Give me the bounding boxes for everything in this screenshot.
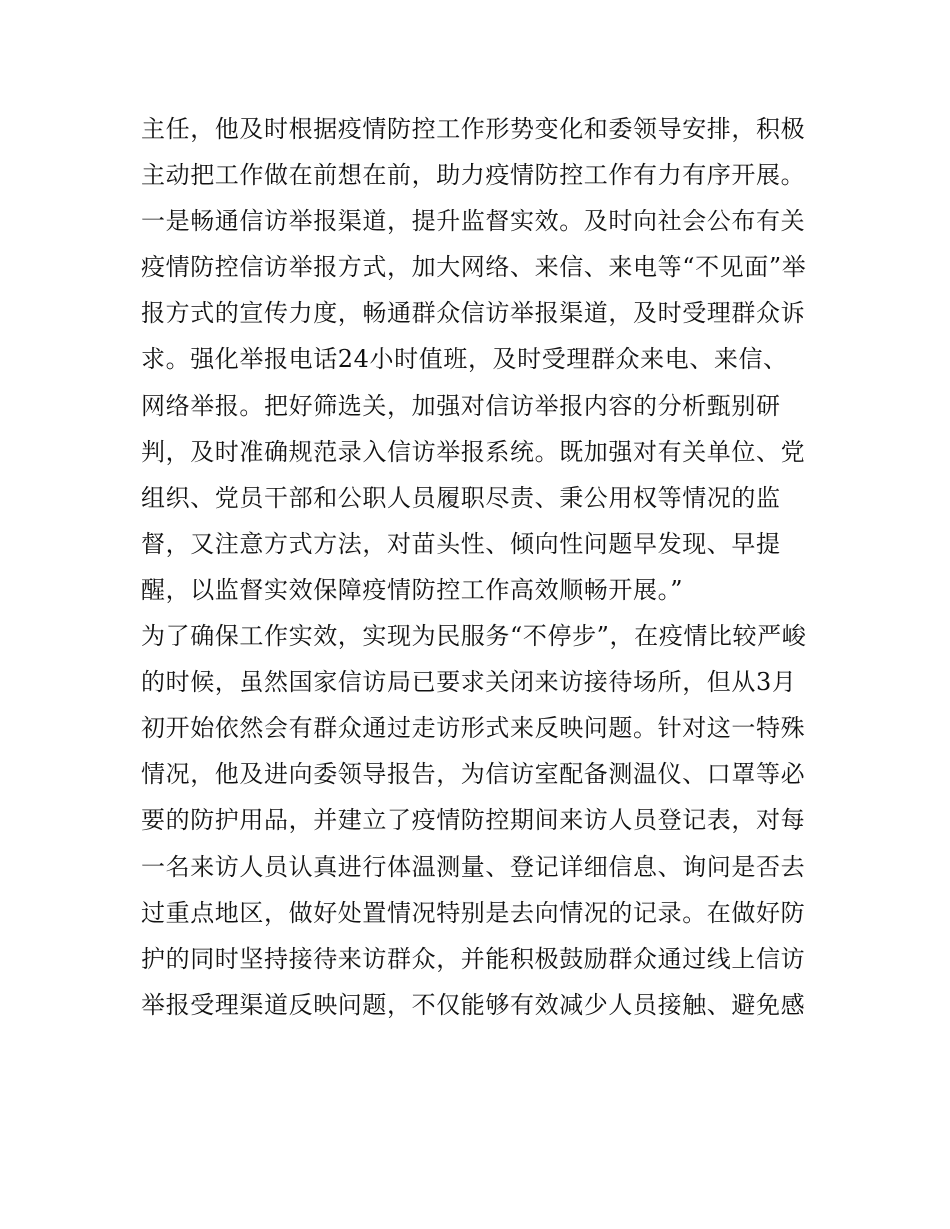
- body-text: [141, 106, 821, 1028]
- text-line: 醒，以监督实效保障疫情防控工作高效顺畅开展。”: [141, 575, 684, 604]
- text-line: 护的同时坚持接待来访群众，并能积极鼓励群众通过线上信访: [141, 944, 806, 973]
- text-line: 疫情防控信访举报方式，加大网络、来信、来电等“不见面”举: [141, 253, 807, 282]
- text-line: 的时候，虽然国家信访局已要求关闭来访接待场所，但从3月: [141, 668, 797, 697]
- text-line: 网络举报。把好筛选关，加强对信访举报内容的分析甄别研: [141, 391, 781, 420]
- text-line: 为了确保工作实效，实现为民服务“不停步”，在疫情比较严峻: [141, 622, 807, 651]
- text-line: 举报受理渠道反映问题，不仅能够有效减少人员接触、避免感: [141, 990, 806, 1019]
- text-line: 组织、党员干部和公职人员履职尽责、秉公用权等情况的监: [141, 483, 781, 512]
- text-line: 求。强化举报电话24小时值班，及时受理群众来电、来信、: [141, 345, 788, 374]
- text-line: 一名来访人员认真进行体温测量、登记详细信息、询问是否去: [141, 852, 806, 881]
- text-line: 督，又注意方式方法，对苗头性、倾向性问题早发现、早提: [141, 529, 781, 558]
- text-line: 一是畅通信访举报渠道，提升监督实效。及时向社会公布有关: [141, 207, 806, 236]
- text-line: 初开始依然会有群众通过走访形式来反映问题。针对这一特殊: [141, 714, 806, 743]
- text-line: 报方式的宣传力度，畅通群众信访举报渠道，及时受理群众诉: [141, 299, 806, 328]
- text-line: 过重点地区，做好处置情况特别是去向情况的记录。在做好防: [141, 898, 806, 927]
- text-line: 判，及时准确规范录入信访举报系统。既加强对有关单位、党: [141, 437, 806, 466]
- text-line: 要的防护用品，并建立了疫情防控期间来访人员登记表，对每: [141, 806, 806, 835]
- text-line: 主任，他及时根据疫情防控工作形势变化和委领导安排，积极: [141, 115, 806, 143]
- text-line: 主动把工作做在前想在前，助力疫情防控工作有力有序开展。: [141, 161, 806, 190]
- text-line: 情况，他及进向委领导报告，为信访室配备测温仪、口罩等必: [141, 760, 806, 789]
